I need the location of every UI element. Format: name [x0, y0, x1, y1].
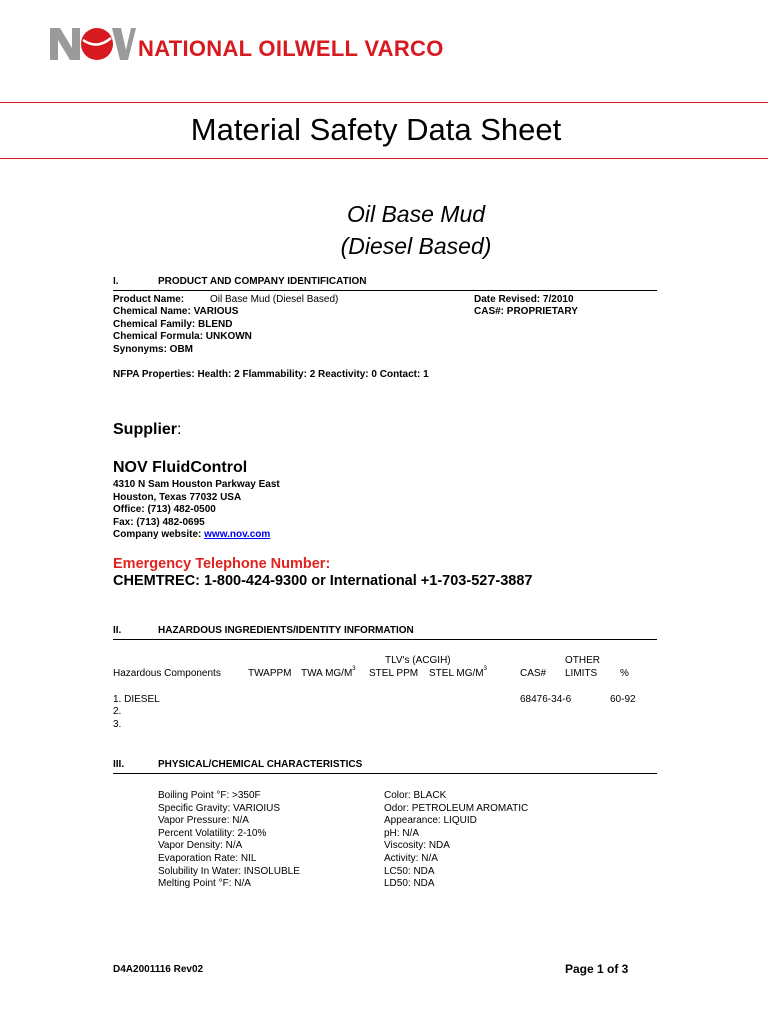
section-1-number: I.: [113, 276, 119, 287]
emergency-label: Emergency Telephone Number:: [113, 556, 331, 572]
chemical-formula: Chemical Formula: UNKOWN: [113, 331, 252, 342]
property-item: Boiling Point °F: >350F: [158, 790, 261, 801]
section-3-title: PHYSICAL/CHEMICAL CHARACTERISTICS: [158, 759, 363, 770]
property-item: Solubility In Water: INSOLUBLE: [158, 865, 300, 877]
section-2-number: II.: [113, 625, 122, 636]
supplier-address-1: 4310 N Sam Houston Parkway East: [113, 479, 280, 490]
supplier-name: NOV FluidControl: [113, 459, 248, 476]
nfpa-properties: NFPA Properties: Health: 2 Flammability: 2 Reactivity: 0 Contact: 1: [113, 369, 429, 380]
supplier-office-phone: Office: (713) 482-0500: [113, 504, 216, 515]
section-3-rule: [113, 773, 657, 774]
col-twa-mg: [301, 668, 356, 679]
chemtrec-phone: CHEMTREC: 1-800-424-9300 or International +1-703-527-3887: [113, 573, 533, 589]
col-percent: %: [620, 668, 629, 679]
website-link[interactable]: www.nov.com: [204, 529, 271, 540]
table-row-name: 1. DIESEL: [113, 694, 160, 705]
supplier-label-text: Supplier: [113, 421, 178, 438]
tlv-header: TLV's (ACGIH): [385, 655, 451, 666]
product-subtitle-2: (Diesel Based): [340, 233, 492, 259]
website-label: Company website:: [113, 529, 205, 540]
property-item: LD50: NDA: [384, 878, 435, 890]
date-revised: Date Revised: 7/2010: [474, 294, 574, 305]
property-item: LC50: NDA: [384, 865, 435, 877]
section-2-title: HAZARDOUS INGREDIENTS/IDENTITY INFORMATION: [158, 625, 414, 636]
col-twa-mg-text: TWA MG/M: [301, 668, 353, 679]
table-row-cas: 68476-34-6: [520, 694, 572, 705]
supplier-website: [113, 529, 270, 542]
document-title: Material Safety Data Sheet: [190, 112, 562, 147]
property-item: Viscosity: NDA: [384, 840, 450, 852]
section-1-rule: [113, 290, 657, 291]
section-2-rule: [113, 639, 657, 640]
property-item: Odor: PETROLEUM AROMATIC: [384, 802, 529, 814]
document-code: D4A2001116 Rev02: [113, 964, 204, 975]
product-subtitle: Oil Base Mud: [346, 201, 486, 227]
header-rule-bottom: [0, 158, 768, 159]
property-item: Evaporation Rate: NIL: [158, 852, 257, 864]
supplier-address-2: Houston, Texas 77032 USA: [113, 492, 242, 503]
nov-logo: [50, 26, 136, 62]
property-item: Vapor Density: N/A: [158, 840, 243, 852]
col-stel-mg-text: STEL MG/M: [429, 668, 484, 679]
property-item: Specific Gravity: VARIOIUS: [158, 802, 281, 814]
company-name: NATIONAL OILWELL VARCO: [138, 36, 444, 61]
table-row-name: 2.: [113, 706, 122, 717]
property-item: pH: N/A: [384, 827, 420, 839]
col-stel-ppm: STEL PPM: [369, 668, 419, 679]
physical-properties-left: [158, 790, 300, 891]
product-name-label: Product Name:: [113, 294, 185, 305]
product-name-value: Oil Base Mud (Diesel Based): [210, 294, 339, 305]
col-limits: LIMITS: [565, 668, 598, 679]
section-1-title: PRODUCT AND COMPANY IDENTIFICATION: [158, 276, 367, 287]
supplier-label-colon: :: [177, 421, 182, 438]
col-stel-mg: [429, 668, 487, 679]
col-stel-mg-sup: 3: [483, 666, 487, 672]
property-item: Appearance: LIQUID: [384, 815, 477, 827]
supplier-label: [113, 421, 181, 439]
table-row-name: 3.: [113, 719, 122, 730]
header-rule-top: [0, 102, 768, 103]
col-twappm: TWAPPM: [248, 668, 292, 679]
col-cas: CAS#: [520, 668, 547, 679]
col-twa-mg-sup: 3: [352, 666, 356, 672]
col-hazardous-components: Hazardous Components: [113, 668, 221, 679]
property-item: Percent Volatility: 2-10%: [158, 827, 267, 839]
chemical-name: Chemical Name: VARIOUS: [113, 306, 239, 317]
cas-number: CAS#: PROPRIETARY: [474, 306, 578, 317]
property-item: Activity: N/A: [384, 852, 438, 864]
table-row-percent: 60-92: [610, 694, 636, 705]
property-item: Color: BLACK: [384, 790, 447, 801]
physical-properties-right: [384, 790, 528, 891]
supplier-fax: Fax: (713) 482-0695: [113, 517, 205, 528]
chemical-family: Chemical Family: BLEND: [113, 319, 233, 330]
property-item: Vapor Pressure: N/A: [158, 815, 249, 827]
section-3-number: III.: [113, 759, 125, 770]
page-number: Page 1 of 3: [565, 962, 629, 976]
synonyms: Synonyms: OBM: [113, 344, 194, 355]
property-item: Melting Point °F: N/A: [158, 878, 251, 890]
other-header: OTHER: [565, 655, 600, 666]
